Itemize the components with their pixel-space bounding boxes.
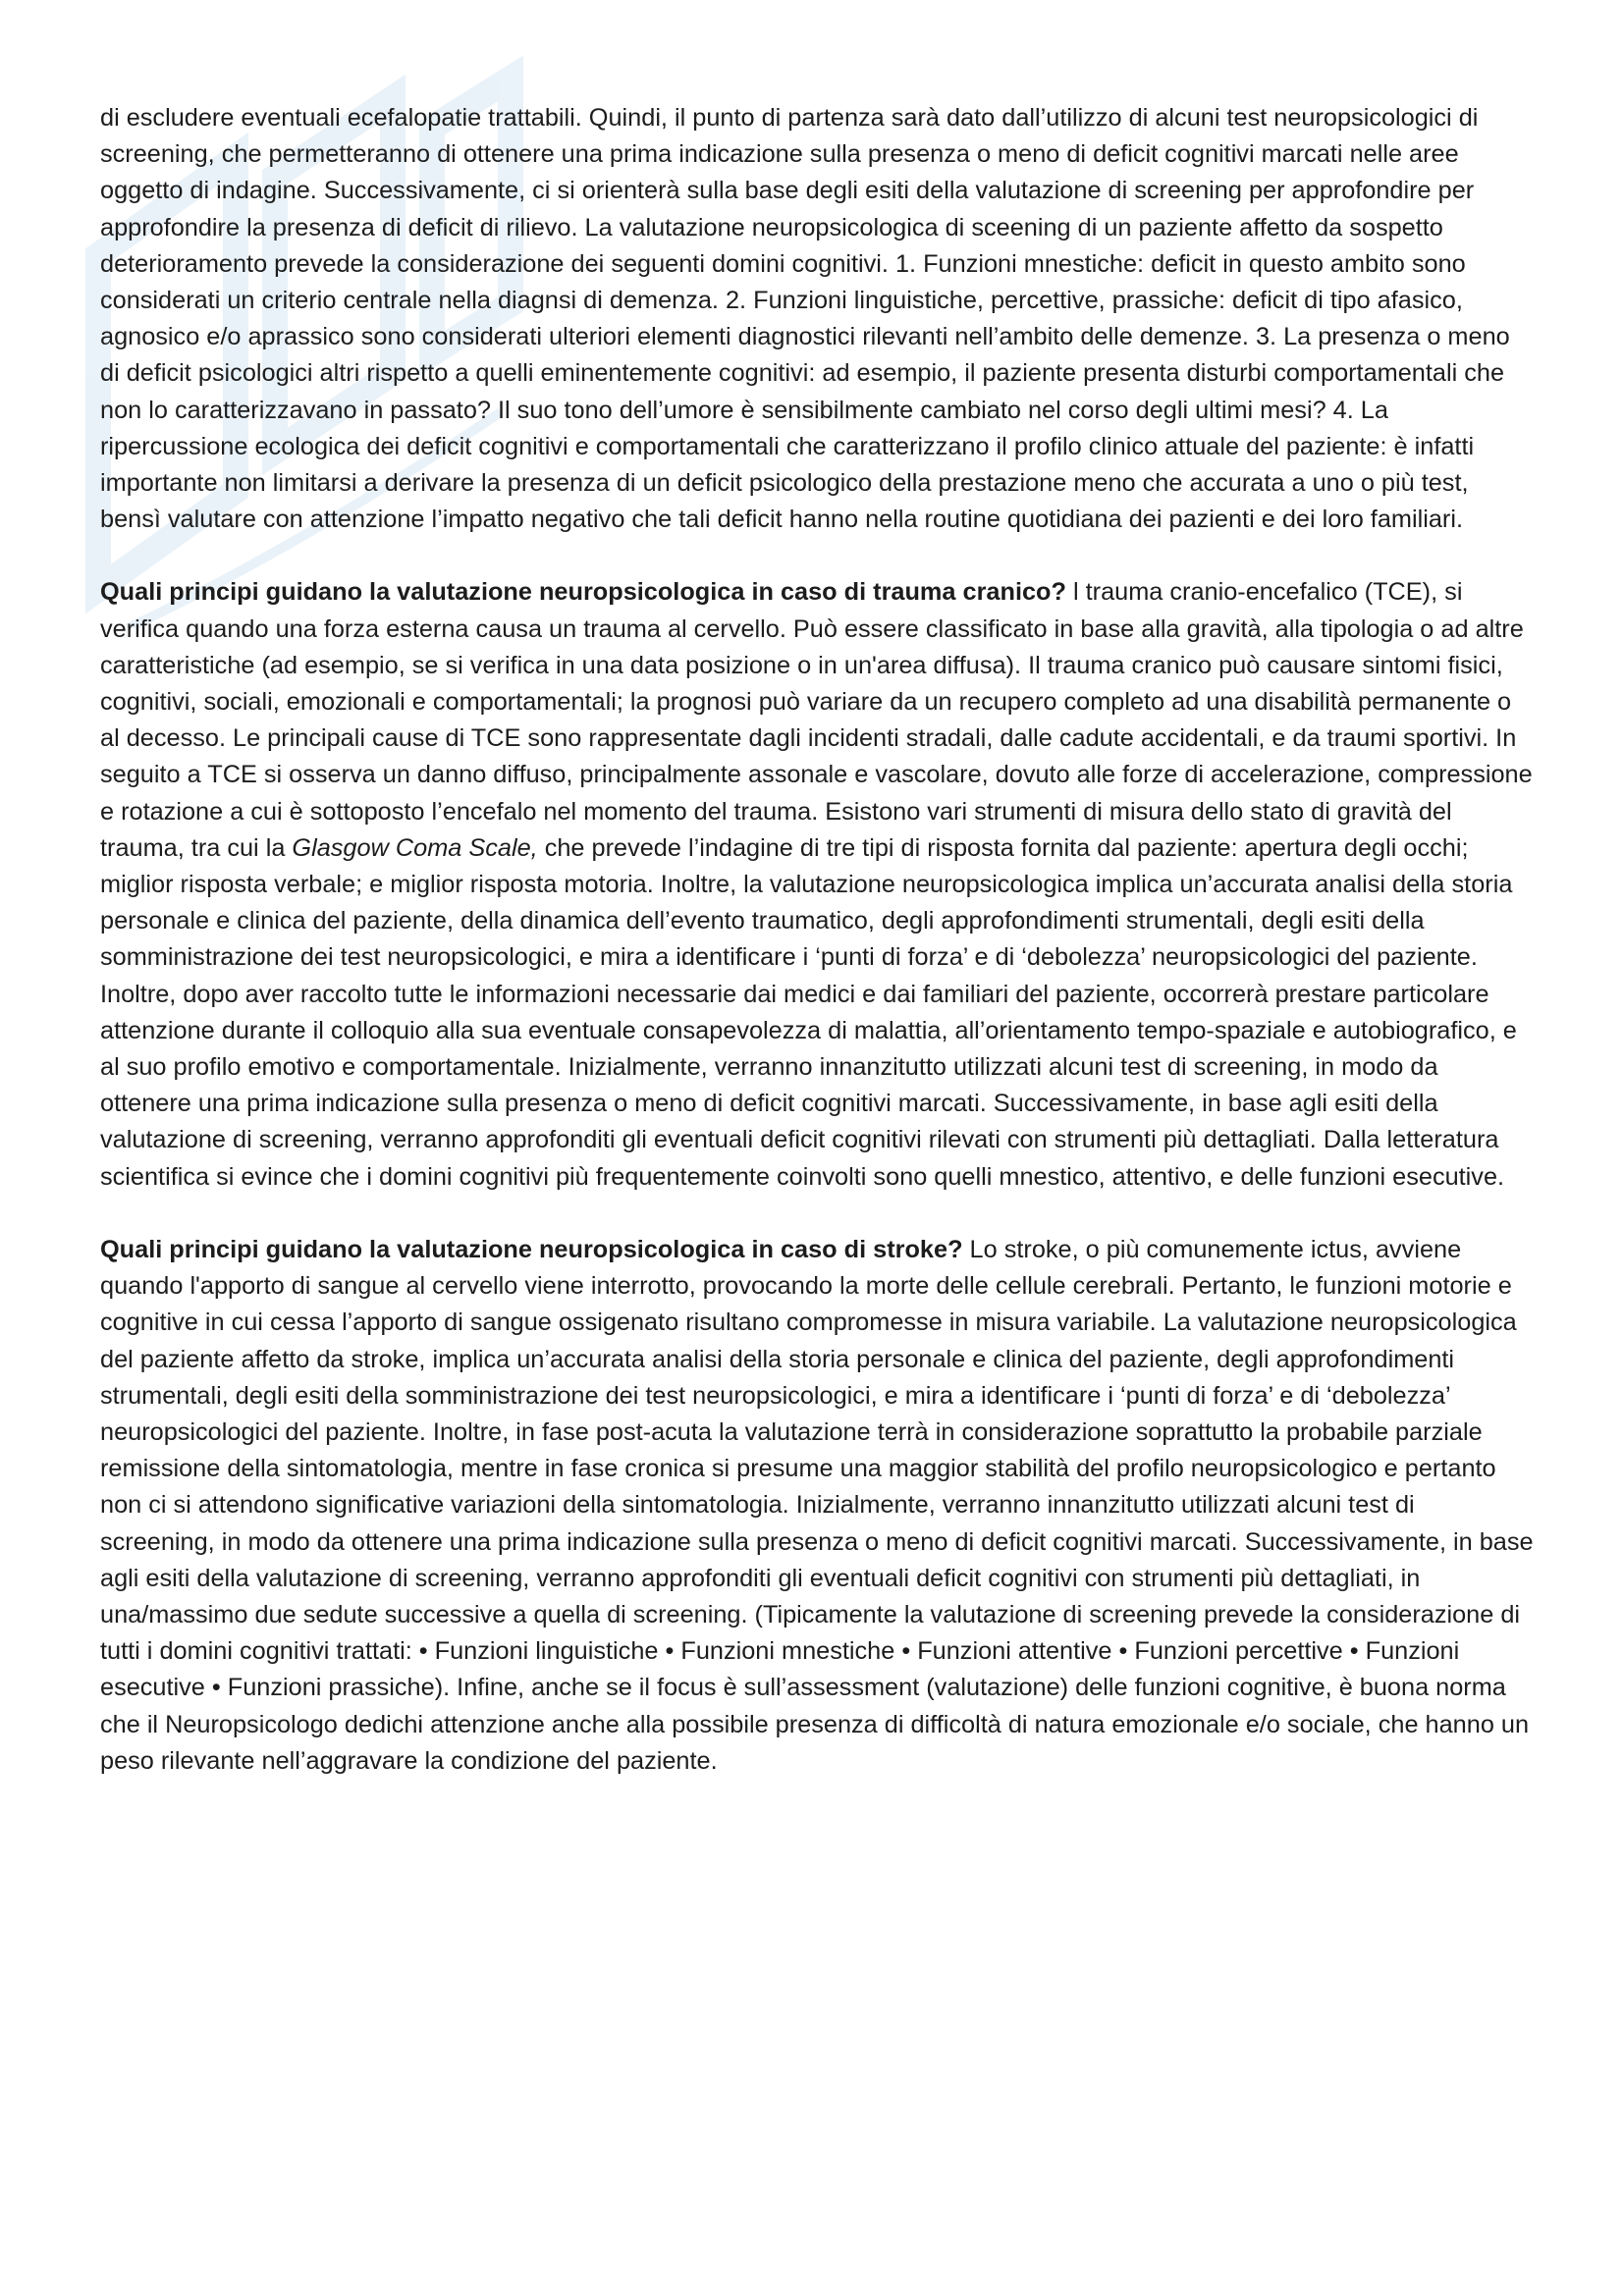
- document-page: [100, 100, 1536, 1816]
- paragraph-text: che prevede l’indagine di tre tipi di risposta fornita dal paziente: apertura degli occhi; miglior risposta verbale; e miglior risposta motoria. Inoltre, la valutazione neuropsicologica implica un’accurata analisi della storia personale e clinica del paziente, della dinamica dell’evento traumatico, degli approfondimenti strumentali, degli esiti della somministrazione dei test neuropsicologici, e mira a identificare i ‘punti di forza’ e di ‘debolezza’ neuropsicologici del paziente. Inoltre, dopo aver raccolto tutte le informazioni necessarie dai medici e dai familiari del paziente, occorrerà prestare particolare attenzione durante il colloquio alla sua eventuale consapevolezza di malattia, all’orientamento tempo-spaziale e autobiografico, e al suo profilo emotivo e comportamentale. Inizialmente, verranno innanzitutto utilizzati alcuni test di screening, in modo da ottenere una prima indicazione sulla presenza o meno di deficit cognitivi marcati. Successivamente, in base agli esiti della valutazione di screening, verranno approfonditi gli eventuali deficit cognitivi rilevati con strumenti più dettagliati. Dalla letteratura scientifica si evince che i domini cognitivi più frequentemente coinvolti sono quelli mnestico, attentivo, e delle funzioni esecutive.: [100, 833, 1517, 1191]
- question-heading: Quali principi guidano la valutazione neuropsicologica in caso di trauma cranico?: [100, 578, 1066, 607]
- paragraph-text: l trauma cranio-encefalico (TCE), si verifica quando una forza esterna causa un trauma al cervello. Può essere classificato in base alla gravità, alla tipologia o ad altre caratteristiche (ad esempio, se si verifica in una data posizione o in un'area diffusa). Il trauma cranico può causare sintomi fisici, cognitivi, sociali, emozionali e comportamentali; la prognosi può variare da un recupero completo ad una disabilità permanente o al decesso. Le principali cause di TCE sono rappresentate dagli incidenti stradali, dalle cadute accidentali, e da traumi sportivi. In seguito a TCE si osserva un danno diffuso, principalmente assonale e vascolare, dovuto alle forze di accelerazione, compressione e rotazione a cui è sottoposto l’encefalo nel momento del trauma. Esistono vari strumenti di misura dello stato di gravità del trauma, tra cui la: [100, 578, 1533, 862]
- paragraph-text: Lo stroke, o più comunemente ictus, avviene quando l'apporto di sangue al cervello viene interrotto, provocando la morte delle cellule cerebrali. Pertanto, le funzioni motorie e cognitive in cui cessa l’apporto di sangue ossigenato risultano compromesse in misura variabile. La valutazione neuropsicologica del paziente affetto da stroke, implica un’accurata analisi della storia personale e clinica del paziente, degli approfondimenti strumentali, degli esiti della somministrazione dei test neuropsicologici, e mira a identificare i ‘punti di forza’ e di ‘debolezza’ neuropsicologici del paziente. Inoltre, in fase post-acuta la valutazione terrà in considerazione soprattutto la probabile parziale remissione della sintomatologia, mentre in fase cronica si presume una maggior stabilità del profilo neuropsicologico e pertanto non ci si attendono significative variazioni della sintomatologia. Inizialmente, verranno innanzitutto utilizzati alcuni test di screening, in modo da ottenere una prima indicazione sulla presenza o meno di deficit cognitivi marcati. Successivamente, in base agli esiti della valutazione di screening, verranno approfonditi gli eventuali deficit cognitivi con strumenti più dettagliati, in una/massimo due sedute successive a quella di screening. (Tipicamente la valutazione di screening prevede la considerazione di tutti i domini cognitivi trattati: • Funzioni linguistiche • Funzioni mnestiche • Funzioni attentive • Funzioni percettive • Funzioni esecutive • Funzioni prassiche). Infine, anche se il focus è sull’assessment (valutazione) delle funzioni cognitive, è buona norma che il Neuropsicologo dedichi attenzione anche alla possibile presenza di difficoltà di natura emozionale e/o sociale, che hanno un peso rilevante nell’aggravare la condizione del paziente.: [100, 1235, 1534, 1775]
- question-heading: Quali principi guidano la valutazione neuropsicologica in caso di stroke?: [100, 1235, 963, 1263]
- paragraph-trauma-cranico: [100, 574, 1536, 1195]
- italic-term: Glasgow Coma Scale,: [292, 833, 538, 862]
- paragraph-text: di escludere eventuali ecefalopatie trattabili. Quindi, il punto di partenza sarà dato dall’utilizzo di alcuni test neuropsicologici di screening, che permetteranno di ottenere una prima indicazione sulla presenza o meno di deficit cognitivi marcati nelle aree oggetto di indagine. Successivamente, ci si orienterà sulla base degli esiti della valutazione di screening per approfondire per approfondire la presenza di deficit di rilievo. La valutazione neuropsicologica di sceening di un paziente affetto da sospetto deterioramento prevede la considerazione dei seguenti domini cognitivi. 1. Funzioni mnestiche: deficit in questo ambito sono considerati un criterio centrale nella diagnsi di demenza. 2. Funzioni linguistiche, percettive, prassiche: deficit di tipo afasico, agnosico e/o aprassico sono considerati ulteriori elementi diagnostici rilevanti nell’ambito delle demenze. 3. La presenza o meno di deficit psicologici altri rispetto a quelli eminentemente cognitivi: ad esempio, il paziente presenta disturbi comportamentali che non lo caratterizzavano in passato? Il suo tono dell’umore è sensibilmente cambiato nel corso degli ultimi mesi? 4. La ripercussione ecologica dei deficit cognitivi e comportamentali che caratterizzano il profilo clinico attuale del paziente: è infatti importante non limitarsi a derivare la presenza di un deficit psicologico della prestazione meno che accurata a uno o più test, bensì valutare con attenzione l’impatto negativo che tali deficit hanno nella routine quotidiana dei pazienti e dei loro familiari.: [100, 104, 1510, 534]
- paragraph-dementia-screening: [100, 100, 1536, 538]
- paragraph-stroke: [100, 1232, 1536, 1780]
